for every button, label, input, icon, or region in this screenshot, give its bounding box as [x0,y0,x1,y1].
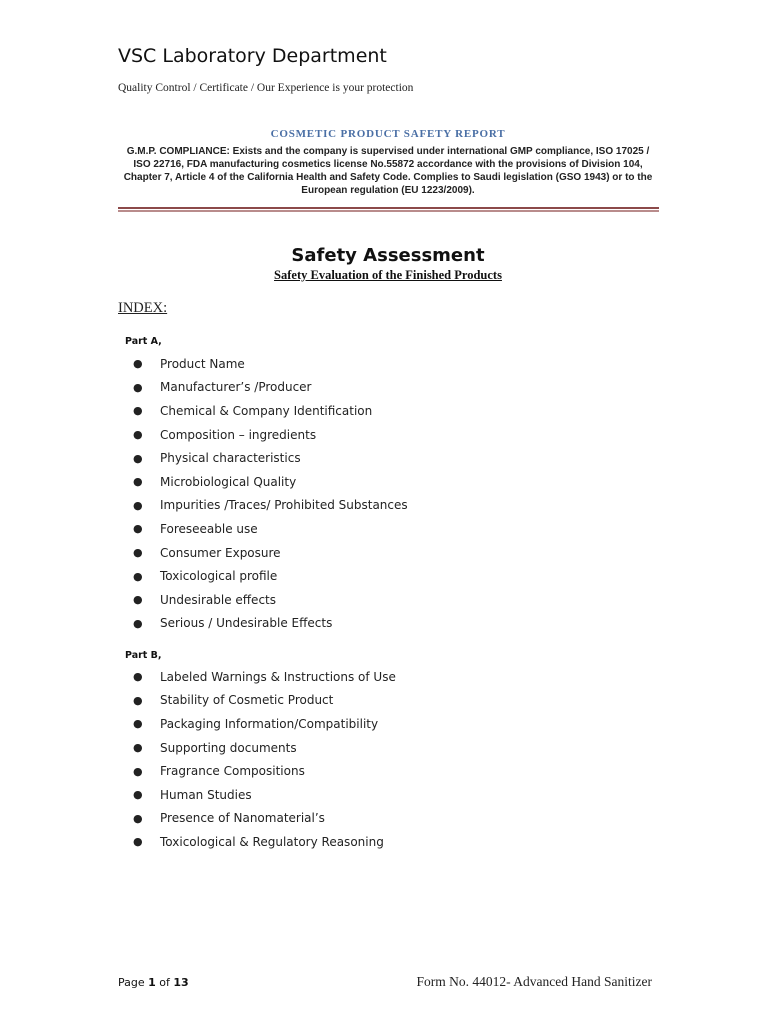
bullet-icon: ● [133,475,143,489]
index-label: INDEX: [118,300,168,316]
list-item-label: Physical characteristics [160,451,301,466]
tagline: Quality Control / Certificate / Our Experience is your protection [118,82,414,94]
list-item [133,759,396,783]
header-divider [118,207,659,212]
section-heading: Safety Assessment [291,245,485,266]
list-item [133,399,408,423]
bullet-icon: ● [133,670,143,684]
list-item-label: Toxicological profile [160,569,278,584]
page-current: 1 [148,976,156,989]
bullet-icon: ● [133,546,143,560]
list-item-label: Labeled Warnings & Instructions of Use [160,669,396,684]
bullet-icon: ● [133,717,143,731]
list-item [133,807,396,831]
page-number [118,976,189,989]
list-item [133,564,408,588]
compliance-statement: G.M.P. COMPLIANCE: Exists and the company is supervised under international GMP compliance, ISO 17025 / ISO 22716, FDA manufacturing cosmetics license No.55872 accordance with the provisions of Division 104, Chapter 7, Article 4 of the California Health and Safety Code. Complies to Saudi legislation (GSO 1943) or to the European regulation (EU 1223/2009). [123,146,653,196]
bullet-icon: ● [133,788,143,802]
part-a-label: Part A, [125,336,162,347]
list-item-label: Toxicological & Regulatory Reasoning [160,834,384,849]
list-item-label: Fragrance Compositions [160,764,305,779]
bullet-icon: ● [133,741,143,755]
list-item-label: Composition – ingredients [160,427,317,442]
list-item [133,470,408,494]
list-item-label: Microbiological Quality [160,474,297,489]
list-item-label: Impurities /Traces/ Prohibited Substances [160,498,408,513]
list-item [133,665,396,689]
section-subheading: Safety Evaluation of the Finished Products [274,268,502,282]
page-of: of [159,976,170,989]
list-item [133,423,408,447]
list-item [133,830,396,854]
list-item [133,376,408,400]
bullet-icon: ● [133,380,143,394]
list-item [133,494,408,518]
list-item-label: Human Studies [160,787,252,802]
list-item-label: Undesirable effects [160,592,276,607]
list-item-label: Supporting documents [160,740,297,755]
bullet-icon: ● [133,569,143,583]
bullet-icon: ● [133,593,143,607]
page-total: 13 [173,976,189,989]
list-item-label: Foreseeable use [160,521,258,536]
bullet-icon: ● [133,404,143,418]
list-item [133,588,408,612]
list-item [133,689,396,713]
report-title: COSMETIC PRODUCT SAFETY REPORT [270,128,506,140]
list-item [133,446,408,470]
form-number: Form No. 44012- Advanced Hand Sanitizer [416,974,652,989]
list-item-label: Manufacturer’s /Producer [160,380,312,395]
bullet-icon: ● [133,428,143,442]
list-item-label: Stability of Cosmetic Product [160,693,334,708]
page-word: Page [118,976,145,989]
bullet-icon: ● [133,811,143,825]
bullet-icon: ● [133,522,143,536]
list-item [133,712,396,736]
list-item [133,517,408,541]
bullet-icon: ● [133,764,143,778]
list-item [133,541,408,565]
department-title: VSC Laboratory Department [118,45,387,67]
list-item [133,783,396,807]
bullet-icon: ● [133,451,143,465]
list-item-label: Serious / Undesirable Effects [160,616,333,631]
list-item [133,352,408,376]
bullet-icon: ● [133,357,143,371]
bullet-icon: ● [133,693,143,707]
list-item [133,612,408,636]
part-a-list [133,352,408,635]
list-item-label: Presence of Nanomaterial’s [160,811,325,826]
part-b-list [133,665,396,854]
part-b-label: Part B, [125,650,162,661]
list-item-label: Packaging Information/Compatibility [160,716,379,731]
bullet-icon: ● [133,616,143,630]
list-item-label: Product Name [160,356,245,371]
bullet-icon: ● [133,835,143,849]
list-item [133,736,396,760]
list-item-label: Consumer Exposure [160,545,281,560]
bullet-icon: ● [133,498,143,512]
list-item-label: Chemical & Company Identification [160,403,373,418]
